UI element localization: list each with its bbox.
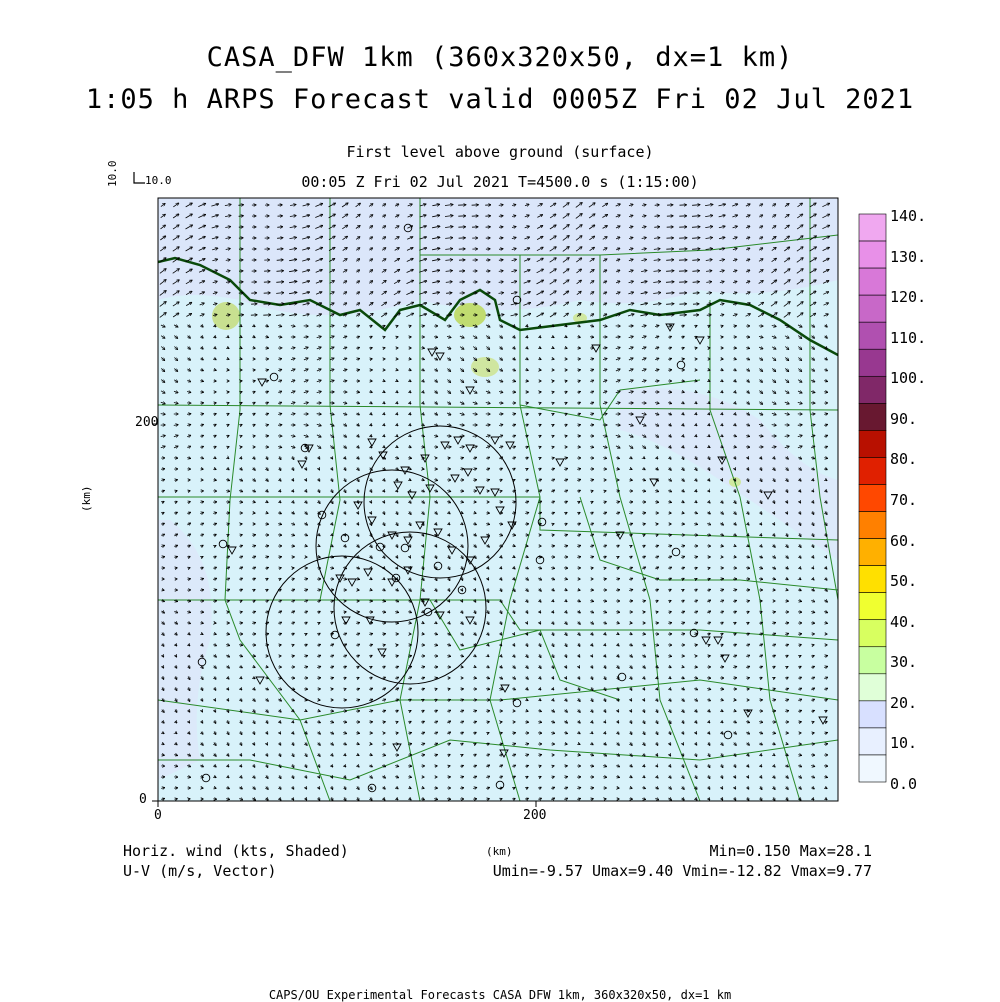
reference-vector-icon bbox=[134, 172, 145, 183]
colorbar-label: 130. bbox=[890, 248, 926, 266]
colorbar-label: 10. bbox=[890, 734, 917, 752]
colorbar-swatch bbox=[859, 620, 886, 647]
colorbar-label: 140. bbox=[890, 207, 926, 225]
subtitle-time: 00:05 Z Fri 02 Jul 2021 T=4500.0 s (1:15:00) bbox=[0, 173, 1000, 191]
colorbar-swatch bbox=[859, 512, 886, 539]
footer-vector-legend: U-V (m/s, Vector) bbox=[123, 862, 277, 880]
colorbar-swatch bbox=[859, 403, 886, 430]
x-axis-label: (km) bbox=[486, 845, 513, 858]
colorbar-swatch bbox=[859, 349, 886, 376]
wind-shade-20-spot bbox=[471, 357, 499, 377]
colorbar-swatch bbox=[859, 701, 886, 728]
colorbar bbox=[859, 214, 886, 782]
footer-shaded-legend: Horiz. wind (kts, Shaded) bbox=[123, 842, 349, 860]
colorbar-label: 0.0 bbox=[890, 775, 917, 793]
x-tick-label-200: 200 bbox=[523, 808, 546, 823]
footer-credit: CAPS/OU Experimental Forecasts CASA DFW 1km, 360x320x50, dx=1 km bbox=[0, 988, 1000, 1002]
subtitle-level: First level above ground (surface) bbox=[0, 143, 1000, 161]
colorbar-label: 80. bbox=[890, 450, 917, 468]
colorbar-swatch bbox=[859, 539, 886, 566]
colorbar-swatch bbox=[859, 593, 886, 620]
ref-vector-v-label: 10.0 bbox=[106, 161, 119, 188]
colorbar-label: 100. bbox=[890, 369, 926, 387]
colorbar-swatch bbox=[859, 241, 886, 268]
colorbar-swatch bbox=[859, 322, 886, 349]
footer-uv-stats: Umin=-9.57 Umax=9.40 Vmin=-12.82 Vmax=9.77 bbox=[493, 862, 872, 880]
colorbar-swatch bbox=[859, 755, 886, 782]
colorbar-label: 110. bbox=[890, 329, 926, 347]
title-line-2: 1:05 h ARPS Forecast valid 0005Z Fri 02 Jul 2021 bbox=[0, 84, 1000, 115]
colorbar-swatch bbox=[859, 457, 886, 484]
colorbar-swatch bbox=[859, 295, 886, 322]
colorbar-label: 30. bbox=[890, 653, 917, 671]
y-axis-label: (km) bbox=[80, 486, 93, 513]
colorbar-swatch bbox=[859, 647, 886, 674]
colorbar-swatch bbox=[859, 566, 886, 593]
colorbar-swatch bbox=[859, 484, 886, 511]
colorbar-swatch bbox=[859, 268, 886, 295]
colorbar-swatch bbox=[859, 430, 886, 457]
y-tick-label-0: 0 bbox=[139, 792, 147, 807]
colorbar-label: 40. bbox=[890, 613, 917, 631]
colorbar-label: 120. bbox=[890, 288, 926, 306]
colorbar-label: 90. bbox=[890, 410, 917, 428]
colorbar-label: 60. bbox=[890, 532, 917, 550]
colorbar-label: 50. bbox=[890, 572, 917, 590]
colorbar-label: 20. bbox=[890, 694, 917, 712]
y-tick-label-200: 200 bbox=[135, 415, 158, 430]
footer-min-max: Min=0.150 Max=28.1 bbox=[709, 842, 872, 860]
colorbar-swatch bbox=[859, 728, 886, 755]
colorbar-swatch bbox=[859, 376, 886, 403]
wind-shade-20-spot bbox=[454, 303, 486, 327]
x-tick-label-0: 0 bbox=[154, 808, 162, 823]
wind-shade-20-spot bbox=[212, 302, 240, 330]
title-line-1: CASA_DFW 1km (360x320x50, dx=1 km) bbox=[0, 42, 1000, 73]
ref-vector-h-label: 10.0 bbox=[145, 174, 172, 187]
colorbar-swatch bbox=[859, 214, 886, 241]
colorbar-label: 70. bbox=[890, 491, 917, 509]
colorbar-swatch bbox=[859, 674, 886, 701]
